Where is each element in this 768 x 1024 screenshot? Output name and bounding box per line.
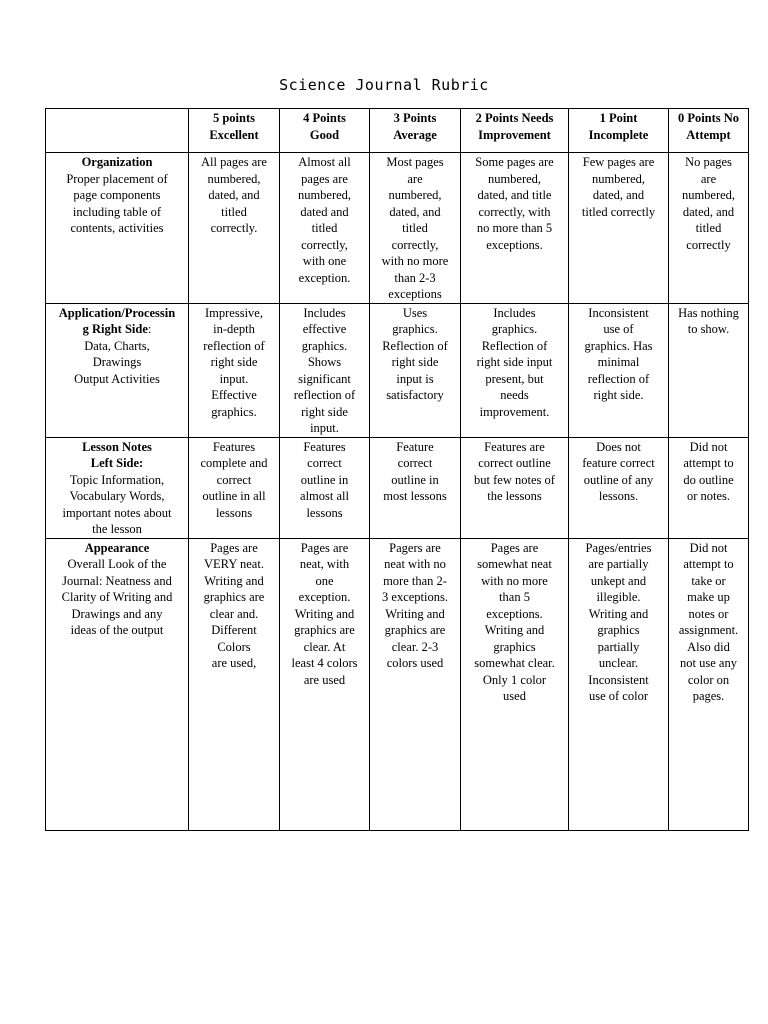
score-cell: Almost all pages are numbered, dated and titled correctly, with one exception. [280, 153, 370, 304]
criteria-name: Lesson Notes Left Side: [82, 439, 152, 470]
rubric-table [45, 108, 749, 831]
criteria-description: Proper placement of page components including table of contents, activities [66, 171, 168, 235]
score-cell: All pages are numbered, dated, and titled correctly. [189, 153, 280, 304]
table-row-organization [46, 153, 749, 304]
score-cell: Does not feature correct outline of any lessons. [569, 437, 669, 538]
criteria-cell [46, 437, 189, 538]
score-cell: Features correct outline in almost all lessons [280, 437, 370, 538]
header-cell-5-points: 5 points Excellent [189, 109, 280, 153]
score-cell: Inconsistent use of graphics. Has minimal reflection of right side. [569, 303, 669, 437]
header-cell-1-point: 1 Point Incomplete [569, 109, 669, 153]
score-cell: Impressive, in-depth reflection of right side input. Effective graphics. [189, 303, 280, 437]
header-cell-criteria [46, 109, 189, 153]
score-cell: Most pages are numbered, dated, and titled correctly, with no more than 2-3 exceptions [370, 153, 461, 304]
header-row [46, 109, 749, 153]
score-cell: Few pages are numbered, dated, and titled correctly [569, 153, 669, 304]
criteria-cell [46, 303, 189, 437]
criteria-description: Topic Information, Vocabulary Words, important notes about the lesson [62, 472, 172, 536]
score-cell: Did not attempt to take or make up notes or assignment. Also did not use any color on pages. [669, 538, 749, 830]
table-row-appearance [46, 538, 749, 830]
score-cell: Some pages are numbered, dated, and title correctly, with no more than 5 exceptions. [461, 153, 569, 304]
criteria-name-text: Application/Processin g Right Side [58, 305, 176, 336]
score-cell: Features are correct outline but few notes of the lessons [461, 437, 569, 538]
score-cell: Feature correct outline in most lessons [370, 437, 461, 538]
page-title: Science Journal Rubric [279, 76, 489, 94]
score-cell: Features complete and correct outline in all lessons [189, 437, 280, 538]
criteria-description: Overall Look of the Journal: Neatness and Clarity of Writing and Drawings and any ideas of the output [61, 557, 173, 637]
criteria-name [49, 305, 185, 338]
score-cell: Includes effective graphics. Shows significant reflection of right side input. [280, 303, 370, 437]
header-cell-4-points: 4 Points Good [280, 109, 370, 153]
criteria-name-suffix: : [147, 322, 152, 336]
criteria-description: Data, Charts, Drawings Output Activities [74, 338, 160, 386]
score-cell: Has nothing to show. [669, 303, 749, 437]
score-cell: Did not attempt to do outline or notes. [669, 437, 749, 538]
criteria-cell [46, 153, 189, 304]
table-row-application [46, 303, 749, 437]
header-cell-3-points: 3 Points Average [370, 109, 461, 153]
score-cell: Pages are neat, with one exception. Writing and graphics are clear. At least 4 colors are used [280, 538, 370, 830]
score-cell: Pagers are neat with no more than 2- 3 exceptions. Writing and graphics are clear. 2-3 colors used [370, 538, 461, 830]
score-cell: Pages are somewhat neat with no more than 5 exceptions. Writing and graphics somewhat clear. Only 1 color used [461, 538, 569, 830]
score-cell: Uses graphics. Reflection of right side input is satisfactory [370, 303, 461, 437]
header-cell-0-points: 0 Points No Attempt [669, 109, 749, 153]
table-row-lesson-notes [46, 437, 749, 538]
criteria-name: Appearance [84, 540, 150, 555]
criteria-cell [46, 538, 189, 830]
header-cell-2-points: 2 Points Needs Improvement [461, 109, 569, 153]
score-cell: Includes graphics. Reflection of right side input present, but needs improvement. [461, 303, 569, 437]
criteria-name: Organization [81, 155, 153, 169]
score-cell: Pages/entries are partially unkept and illegible. Writing and graphics partially unclear. Inconsistent use of color [569, 538, 669, 830]
score-cell: Pages are VERY neat. Writing and graphics are clear and. Different Colors are used, [189, 538, 280, 830]
score-cell: No pages are numbered, dated, and titled correctly [669, 153, 749, 304]
